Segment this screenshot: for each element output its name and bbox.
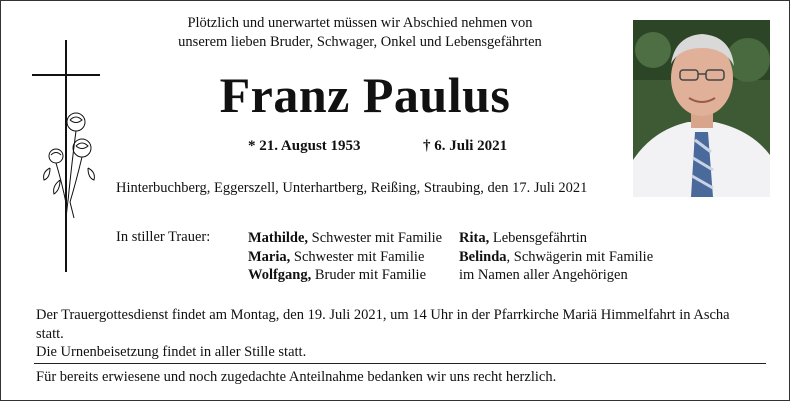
- mourner-entry: Wolfgang, Bruder mit Familie: [248, 267, 427, 283]
- place-and-date: Hinterbuchberg, Eggerszell, Unterhartberg, Reißing, Straubing, den 17. Juli 2021: [116, 180, 588, 196]
- deceased-name: Franz Paulus: [219, 67, 511, 123]
- cross-with-roses-icon: [30, 40, 110, 280]
- mourners-right-column: [459, 229, 653, 285]
- mourner-entry: Rita, Lebensgefährtin: [459, 230, 588, 246]
- service-line-3: Die Urnenbeisetzung findet in aller Stille statt.: [36, 344, 307, 360]
- birth-date: * 21. August 1953: [248, 138, 361, 154]
- mourners-left-column: [248, 229, 442, 285]
- intro-line-1: Plötzlich und unerwartet müssen wir Abschied nehmen von: [187, 15, 533, 31]
- service-line-2: statt.: [36, 325, 64, 342]
- service-line-1: Der Trauergottesdienst findet am Montag, den 19. Juli 2021, um 14 Uhr in der Pfarrkirche Mariä Himmelfahrt in Ascha: [36, 307, 730, 323]
- portrait-photo: [633, 20, 770, 197]
- death-date: † 6. Juli 2021: [423, 138, 508, 154]
- service-notice: [36, 306, 756, 362]
- mourner-entry: Mathilde, Schwester mit Familie: [248, 230, 443, 246]
- mourner-entry: im Namen aller Angehörigen: [459, 267, 628, 283]
- mourning-label: In stiller Trauer:: [116, 229, 211, 245]
- thanks-note: Für bereits erwiesene und noch zugedachte Anteilnahme bedanken wir uns recht herzlich.: [36, 369, 557, 385]
- mourner-entry: Belinda, Schwägerin mit Familie: [459, 248, 654, 265]
- divider: [34, 363, 766, 364]
- mourner-entry: Maria, Schwester mit Familie: [248, 248, 425, 265]
- intro-line-2: unserem lieben Bruder, Schwager, Onkel und Lebensgefährten: [178, 34, 542, 50]
